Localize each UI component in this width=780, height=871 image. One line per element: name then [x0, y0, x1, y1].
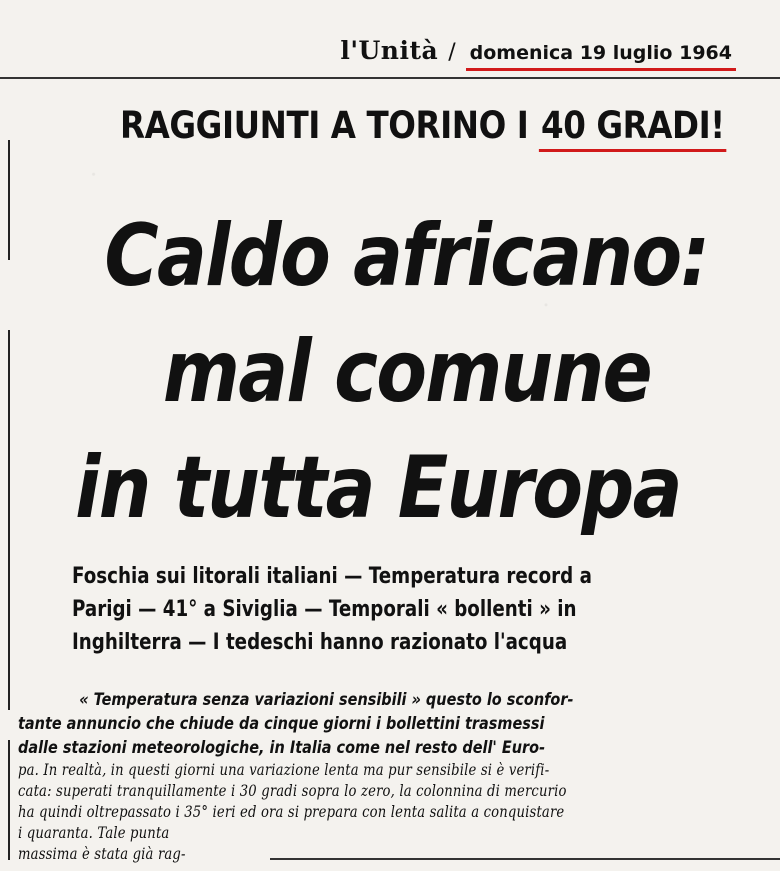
column-rule — [8, 330, 10, 710]
body-line: i quaranta. Tale punta — [18, 824, 170, 842]
headline-line: mal comune — [162, 322, 651, 422]
article-body — [18, 688, 749, 865]
body-line: « Temperatura senza variazioni sensibili » questo lo sconfor- — [79, 690, 574, 710]
column-end-rule — [270, 858, 780, 860]
body-line: dalle stazioni meteorologiche, in Italia come nel resto dell' Euro- — [18, 738, 546, 758]
deck-line: Inghilterra — I tedeschi hanno razionato l'acqua — [72, 630, 568, 655]
deck-line: Foschia sui litorali italiani — Temperatura record a — [72, 564, 592, 589]
masthead-rule — [0, 77, 780, 79]
masthead — [340, 36, 736, 71]
body-line: massima è stata già rag- — [18, 845, 186, 863]
kicker-text: RAGGIUNTI A TORINO I — [120, 104, 540, 147]
column-rule — [8, 140, 10, 260]
subheadline-deck — [72, 560, 703, 659]
masthead-separator: / — [448, 40, 456, 65]
column-rule — [8, 740, 10, 860]
deck-line: Parigi — 41° a Siviglia — Temporali « bollenti » in — [72, 597, 577, 622]
body-line: pa. In realtà, in questi giorni una variazione lenta ma pur sensibile si è verifi- — [18, 761, 550, 779]
body-line: ha quindi oltrepassato i 35° ieri ed ora si prepara con lenta salita a conquistare — [18, 803, 565, 821]
kicker-highlight: 40 GRADI! — [539, 104, 726, 152]
kicker-headline — [120, 104, 726, 147]
headline-line: in tutta Europa — [75, 438, 681, 538]
dateline: domenica 19 luglio 1964 — [466, 42, 736, 71]
body-line: tante annuncio che chiude da cinque giorni i bollettini trasmessi — [18, 714, 545, 734]
headline-line: Caldo africano: — [104, 206, 709, 306]
newspaper-name: l'Unità — [340, 36, 439, 65]
main-headline — [70, 198, 708, 546]
body-line: cata: superati tranquillamente i 30 gradi sopra lo zero, la colonnina di mercurio — [18, 782, 567, 800]
